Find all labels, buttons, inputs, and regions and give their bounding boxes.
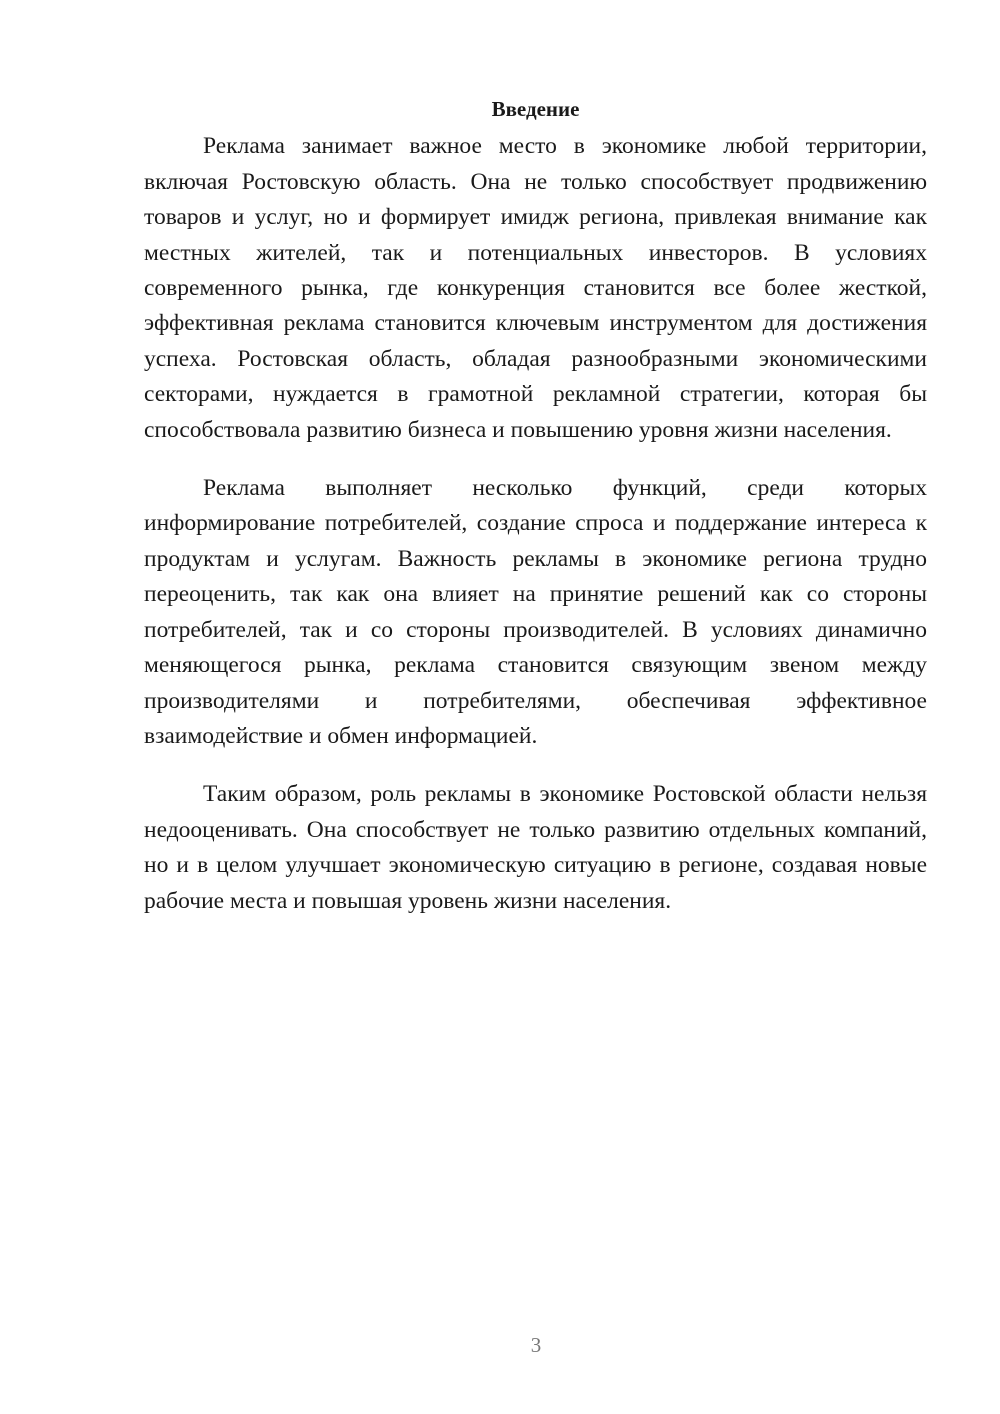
page-content [144, 92, 927, 942]
section-title: Введение [491, 97, 580, 121]
paragraph-1: Реклама занимает важное место в экономике любой территории, включая Ростовскую область. Она не только способствует продвижению товаров и услуг, но и формирует имидж региона, привлекая внимание как местных жителей, так и потенциальных инвесторов. В условиях современного рынка, где конкуренция становится все более жесткой, эффективная реклама становится ключевым инструментом для достижения успеха. Ростовская область, обладая разнообразными экономическими секторами, нуждается в грамотной рекламной стратегии, которая бы способствовала развитию бизнеса и повышению уровня жизни населения. [144, 133, 927, 443]
paragraph-3: Таким образом, роль рекламы в экономике Ростовской области нельзя недооценивать. Она способствует не только развитию отдельных компаний, но и в целом улучшает экономическую ситуацию в регионе, создавая новые рабочие места и повышая уровень жизни населения. [144, 781, 927, 914]
page-number: 3 [530, 1333, 542, 1357]
paragraph-2: Реклама выполняет несколько функций, среди которых информирование потребителей, создание спроса и поддержание интереса к продуктам и услугам. Важность рекламы в экономике региона трудно переоценить, так как она влияет на принятие решений как со стороны потребителей, так и со стороны производителей. В условиях динамично меняющегося рынка, реклама становится связующим звеном между производителями и потребителями, обеспечивая эффективное взаимодействие и обмен информацией. [144, 475, 927, 749]
